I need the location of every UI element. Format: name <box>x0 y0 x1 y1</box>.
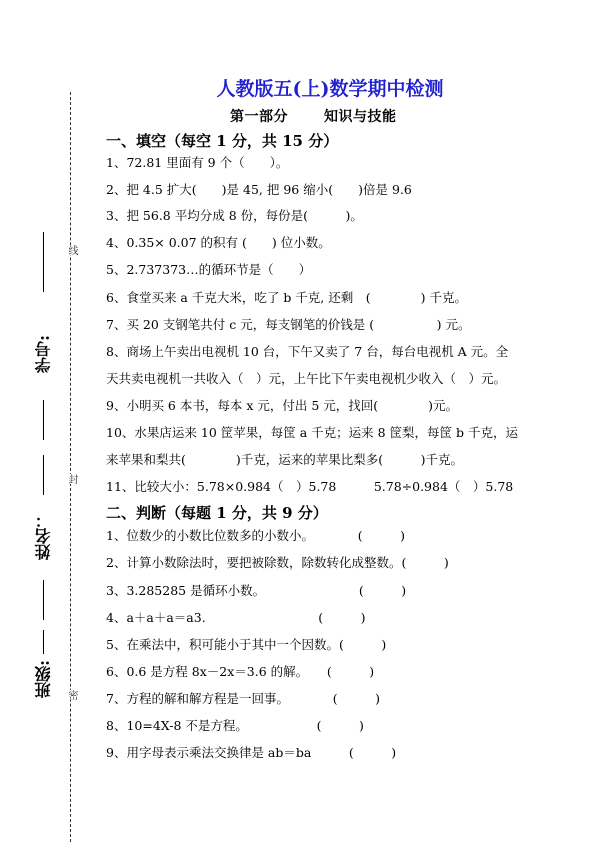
judge-line: 8、10=4X-8 不是方程。 ( ) <box>106 718 364 733</box>
judge-line: 7、方程的解和解方程是一回事。 ( ) <box>106 691 380 706</box>
judge-line: 4、a＋a＋a＝a3. ( ) <box>106 610 366 625</box>
judge-line: 9、用字母表示乘法交换律是 ab＝ba ( ) <box>106 745 397 760</box>
judge-line: 5、在乘法中，积可能小于其中一个因数。( ) <box>106 637 387 652</box>
question-line: 10、水果店运来 10 筐苹果，每筐 a 千克；运来 8 筐梨，每筐 b 千克，运 <box>106 425 519 440</box>
question-line: 11、比较大小：5.78×0.984（ ）5.78 5.78÷0.984（ ）5.78 <box>106 479 514 494</box>
question-line: 来苹果和梨共( )千克，运来的苹果比梨多( )千克。 <box>106 452 464 467</box>
part-name: 知识与技能 <box>324 109 397 125</box>
class-underline <box>43 630 44 654</box>
section-1-heading: 一、填空（每空 1 分，共 15 分） <box>106 132 339 150</box>
seal-char-feng: 封 <box>66 474 77 484</box>
question-line: 天共卖电视机一共收入（ ）元，上午比下午卖电视机少收入（ ）元。 <box>106 371 507 386</box>
judge-line: 6、0.6 是方程 8x－2x＝3.6 的解。 ( ) <box>106 664 375 679</box>
question-line: 5、2.737373…的循环节是（ ） <box>106 262 312 277</box>
question-line: 7、买 20 支钢笔共付 c 元，每支钢笔的价钱是 ( ) 元。 <box>106 317 471 332</box>
question-line: 4、0.35× 0.07 的积有 ( ) 位小数。 <box>106 235 331 250</box>
id-underline-lower <box>43 400 44 440</box>
judge-line: 3、3.285285 是循环小数。 ( ) <box>106 583 407 598</box>
seal-char-mi: 密 <box>66 690 77 700</box>
id-label: 学号: <box>34 335 53 373</box>
binding-dashed-line <box>70 92 71 842</box>
name-underline <box>43 455 44 495</box>
question-line: 2、把 4.5 扩大( )是 45, 把 96 缩小( )倍是 9.6 <box>106 182 412 197</box>
part-heading <box>230 106 433 126</box>
judge-line: 2、计算小数除法时，要把被除数，除数转化成整数。( ) <box>106 555 449 570</box>
page-title: 人教版五(上)数学期中检测 <box>216 78 444 100</box>
question-line: 3、把 56.8 平均分成 8 份，每份是( )。 <box>106 208 363 223</box>
seal-char-xian: 线 <box>66 245 77 255</box>
judge-line: 1、位数少的小数比位数多的小数小。 ( ) <box>106 528 405 543</box>
name-label: 姓名： <box>34 512 53 560</box>
question-line: 8、商场上午卖出电视机 10 台，下午又卖了 7 台，每台电视机 A 元。全 <box>106 344 509 359</box>
question-line: 9、小明买 6 本书，每本 x 元，付出 5 元，找回( )元。 <box>106 398 459 413</box>
class-label: 班级: <box>34 660 53 698</box>
part-number: 第一部分 <box>230 109 288 125</box>
name-underline-lower <box>43 580 44 620</box>
question-line: 1、72.81 里面有 9 个（ ）。 <box>106 155 289 170</box>
question-line: 6、食堂买来 a 千克大米，吃了 b 千克, 还剩 ( ) 千克。 <box>106 290 467 305</box>
id-underline <box>43 232 44 292</box>
section-2-heading: 二、判断（每题 1 分，共 9 分） <box>106 504 328 522</box>
